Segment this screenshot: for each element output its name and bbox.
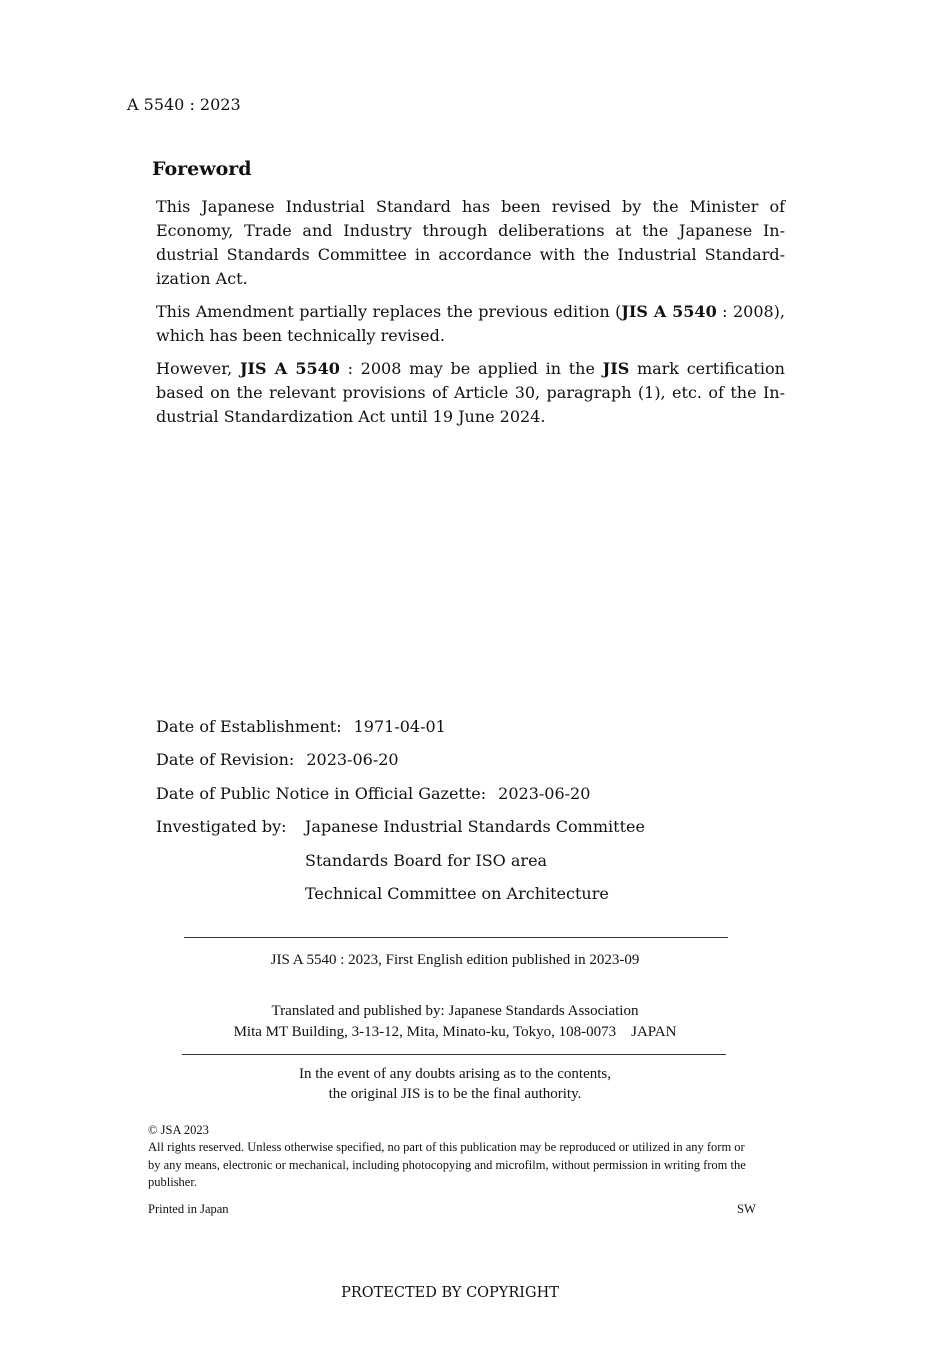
divider-top — [184, 937, 728, 938]
print-code: SW — [737, 1202, 756, 1216]
p3-tail: mark certification based on the relevant provisions of Article 30, paragraph (1), etc. of the Industrial Standardization Act until 19 June 2024. — [156, 359, 785, 426]
authority-note-line-2: the original JIS is to be the final authority. — [328, 1086, 582, 1102]
date-revision-row — [156, 750, 399, 769]
edition-statement: JIS A 5540 : 2023, First English edition published in 2023-09 — [270, 952, 640, 968]
p3-lead: However, — [156, 359, 240, 378]
date-establishment-label: Date of Establishment: — [156, 717, 342, 736]
foreword-paragraph-1: This Japanese Industrial Standard has been revised by the Minister of Economy, Trade and Industry through deliberations at the Japanese Industrial Standards Committee in accordance with the Industrial Standardization Act. — [156, 197, 785, 288]
copyright-notice: © JSA 2023 — [148, 1123, 209, 1137]
investigated-by-technical-committee: Technical Committee on Architecture — [305, 884, 609, 903]
investigated-by-label: Investigated by: — [156, 817, 287, 836]
authority-note-line-1: In the event of any doubts arising as to the contents, — [298, 1066, 611, 1082]
investigated-by-committee: Japanese Industrial Standards Committee — [305, 817, 645, 836]
protected-by-copyright: PROTECTED BY COPYRIGHT — [341, 1285, 559, 1301]
date-revision-value: 2023-06-20 — [306, 750, 399, 769]
foreword-paragraph-3 — [156, 357, 785, 429]
printed-in: Printed in Japan — [148, 1202, 229, 1216]
foreword-title: Foreword — [152, 158, 252, 180]
date-gazette-value: 2023-06-20 — [498, 784, 591, 803]
p3-jis-mark: JIS — [602, 359, 630, 378]
publisher-statement: Translated and published by: Japanese Standards Association — [271, 1003, 639, 1019]
p3-mid: : 2008 may be applied in the — [339, 359, 603, 378]
p2-standard-ref: JIS A 5540 — [621, 302, 717, 321]
investigated-by-board: Standards Board for ISO area — [305, 851, 548, 870]
date-revision-label: Date of Revision: — [156, 750, 295, 769]
rights-statement: All rights reserved. Unless otherwise specified, no part of this publication may be reproduced or utilized in any form or by any means, electronic or mechanical, including photocopying and microfilm, without permission in writing from the publisher. — [148, 1140, 746, 1189]
p3-standard-ref: JIS A 5540 — [239, 359, 340, 378]
date-establishment-value: 1971-04-01 — [353, 717, 446, 736]
date-gazette-label: Date of Public Notice in Official Gazette: — [156, 784, 487, 803]
date-gazette-row — [156, 784, 590, 803]
divider-bottom — [182, 1054, 726, 1055]
p2-text-start: This Amendment partially replaces the previous edition ( — [156, 302, 622, 321]
date-establishment-row — [156, 717, 446, 736]
foreword-paragraph-2 — [156, 300, 785, 348]
p2-text-end: : 2008), which has been technically revised. — [156, 302, 786, 345]
publisher-address: Mita MT Building, 3-13-12, Mita, Minato-ku, Tokyo, 108-0073 JAPAN — [233, 1024, 677, 1040]
standard-id: A 5540 : 2023 — [127, 95, 241, 114]
